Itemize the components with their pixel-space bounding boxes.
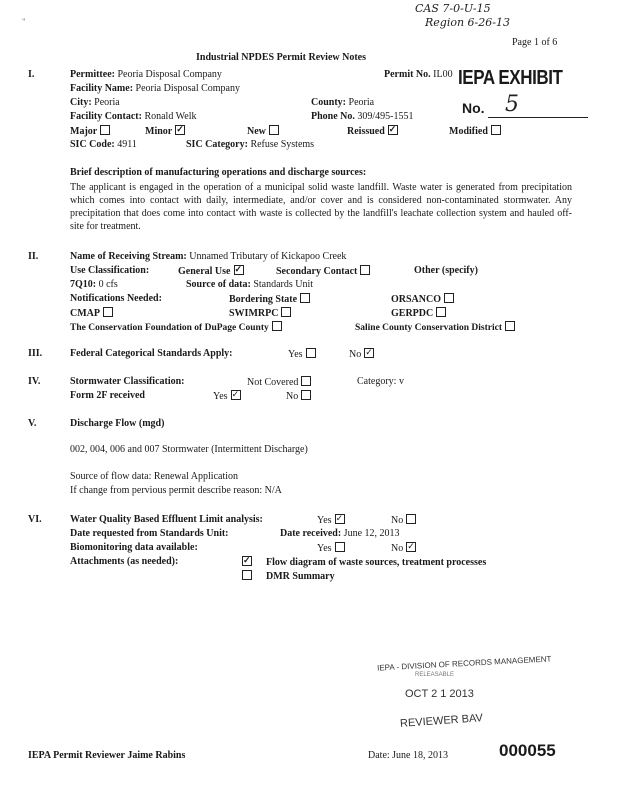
brief-description-text: The applicant is engaged in the operation of a municipal solid waste landfill. Waste water is generated from precipitation which comes into contact with daily, intermediate, and/or cover and is considered non-contaminated stormwater. Any precipitation that does come into contact with waste is collected by the landfill's leachate collection system and hauled off-site for treatment. [70,182,572,232]
form-2f-no-checkbox[interactable] [301,390,311,400]
permit-no: Permit No. IL00 [384,69,453,80]
handwritten-note-2: Region 6-26-13 [425,16,510,29]
federal-no-checkbox[interactable] [364,348,374,358]
facility-name-row: Facility Name: Peoria Disposal Company [70,83,240,94]
date-requested-label: Date requested from Standards Unit: [70,528,229,539]
form-2f-label: Form 2F received [70,390,145,401]
section-4-number: IV. [28,376,41,387]
stamp-date: OCT 2 1 2013 [405,688,474,700]
exhibit-title: IEPA EXHIBIT [458,67,563,89]
bordering-state-option[interactable]: Bordering State [229,293,310,305]
stormwater-classification-label: Stormwater Classification: [70,376,185,387]
swimrpc-checkbox[interactable] [281,307,291,317]
sic-code-row: SIC Code: 4911 [70,139,137,150]
document-title: Industrial NPDES Permit Review Notes [196,52,366,63]
federal-yes-option[interactable]: Yes [288,348,316,360]
bates-number: 000055 [499,741,556,760]
section-6-number: VI. [28,514,42,525]
conservation-foundation-checkbox[interactable] [272,321,282,331]
minor-checkbox[interactable] [175,125,185,135]
gerpdc-option[interactable]: GERPDC [391,307,446,319]
major-option[interactable]: Major [70,125,110,137]
cmap-option[interactable]: CMAP [70,307,113,319]
section-5-number: V. [28,418,37,429]
bio-no-checkbox[interactable] [406,542,416,552]
bio-yes-option[interactable]: Yes [317,542,345,554]
federal-yes-checkbox[interactable] [306,348,316,358]
not-covered-option[interactable]: Not Covered [247,376,311,388]
secondary-contact-option[interactable]: Secondary Contact [276,265,370,277]
general-use-checkbox[interactable] [234,265,244,275]
wqbel-yes-option[interactable]: Yes✓ [317,514,345,526]
7q10-row: 7Q10: 0 cfs [70,279,118,290]
section-1-number: I. [28,69,35,80]
dmr-summary-checkbox[interactable] [242,570,252,580]
date-received-row: Date received: June 12, 2013 [280,528,400,539]
exhibit-number: 5 [505,92,519,117]
section-3-number: III. [28,348,43,359]
stamp-reviewer: REVIEWER BAV [399,712,484,730]
notifications-label: Notifications Needed: [70,293,162,304]
cmap-checkbox[interactable] [103,307,113,317]
stamp-division: IEPA - DIVISION OF RECORDS MANAGEMENT [376,654,552,673]
bio-no-option[interactable]: No✓ [391,542,416,554]
discharge-flow-label: Discharge Flow (mgd) [70,418,165,429]
attachment-flow-diagram[interactable]: ✓ Flow diagram of waste sources, treatment processes [242,556,486,568]
facility-contact-row: Facility Contact: Ronald Welk [70,111,197,122]
minor-option[interactable]: Minor✓ [145,125,185,137]
new-option[interactable]: New [247,125,279,137]
wqbel-yes-checkbox[interactable] [335,514,345,524]
footer-date: Date: June 18, 2013 [368,750,448,761]
orsanco-option[interactable]: ORSANCO [391,293,454,305]
reissued-option[interactable]: Reissued✓ [347,125,398,137]
receiving-stream-row: Name of Receiving Stream: Unnamed Tributary of Kickapoo Creek [70,251,347,262]
change-reason-row: If change from pervious permit describe reason: N/A [70,485,282,496]
bio-yes-checkbox[interactable] [335,542,345,552]
section-2-number: II. [28,251,39,262]
attachments-label: Attachments (as needed): [70,556,179,567]
saline-county-option[interactable]: Saline County Conservation District [355,321,515,333]
bordering-state-checkbox[interactable] [300,293,310,303]
stamp-releasable: RELEASABLE [415,672,455,678]
exhibit-underline [488,117,588,118]
form-2f-yes-option[interactable]: Yes✓ [213,390,241,402]
sic-category-row: SIC Category: Refuse Systems [186,139,315,150]
exhibit-no-label: No. [462,100,485,116]
federal-no-option[interactable]: No✓ [349,348,374,360]
modified-checkbox[interactable] [491,125,501,135]
form-2f-no-option[interactable]: No [286,390,311,402]
corner-mark: " [22,17,26,27]
phone-row: Phone No. 309/495-1551 [311,111,414,122]
page-number: Page 1 of 6 [512,37,558,48]
brief-description-heading: Brief description of manufacturing operations and discharge sources: [70,167,367,178]
modified-option[interactable]: Modified [449,125,501,137]
category-row: Category: v [357,376,404,387]
flow-diagram-checkbox[interactable] [242,556,252,566]
other-specify: Other (specify) [414,265,478,276]
saline-county-checkbox[interactable] [505,321,515,331]
use-classification-label: Use Classification: [70,265,150,276]
flow-source-row: Source of flow data: Renewal Application [70,471,239,482]
swimrpc-option[interactable]: SWIMRPC [229,307,291,319]
conservation-foundation-option[interactable]: The Conservation Foundation of DuPage County [70,321,282,333]
city-row: City: Peoria [70,97,120,108]
federal-standards-label: Federal Categorical Standards Apply: [70,348,233,359]
county-row: County: Peoria [311,97,375,108]
orsanco-checkbox[interactable] [444,293,454,303]
not-covered-checkbox[interactable] [301,376,311,386]
major-checkbox[interactable] [100,125,110,135]
form-2f-yes-checkbox[interactable] [231,390,241,400]
gerpdc-checkbox[interactable] [436,307,446,317]
general-use-option[interactable]: General Use✓ [178,265,244,277]
secondary-contact-checkbox[interactable] [360,265,370,275]
biomonitoring-label: Biomonitoring data available: [70,542,198,553]
wqbel-no-checkbox[interactable] [406,514,416,524]
attachment-dmr-summary[interactable]: DMR Summary [242,570,335,582]
discharge-flow-text: 002, 004, 006 and 007 Stormwater (Intermittent Discharge) [70,444,308,455]
permit-reviewer: IEPA Permit Reviewer Jaime Rabins [28,750,186,761]
wqbel-label: Water Quality Based Effluent Limit analysis: [70,514,263,525]
reissued-checkbox[interactable] [388,125,398,135]
new-checkbox[interactable] [269,125,279,135]
permittee-row: Permittee: Peoria Disposal Company [70,69,222,80]
handwritten-note-1: CAS 7-0-U-15 [415,2,491,15]
data-source-row: Source of data: Standards Unit [186,279,314,290]
wqbel-no-option[interactable]: No [391,514,416,526]
